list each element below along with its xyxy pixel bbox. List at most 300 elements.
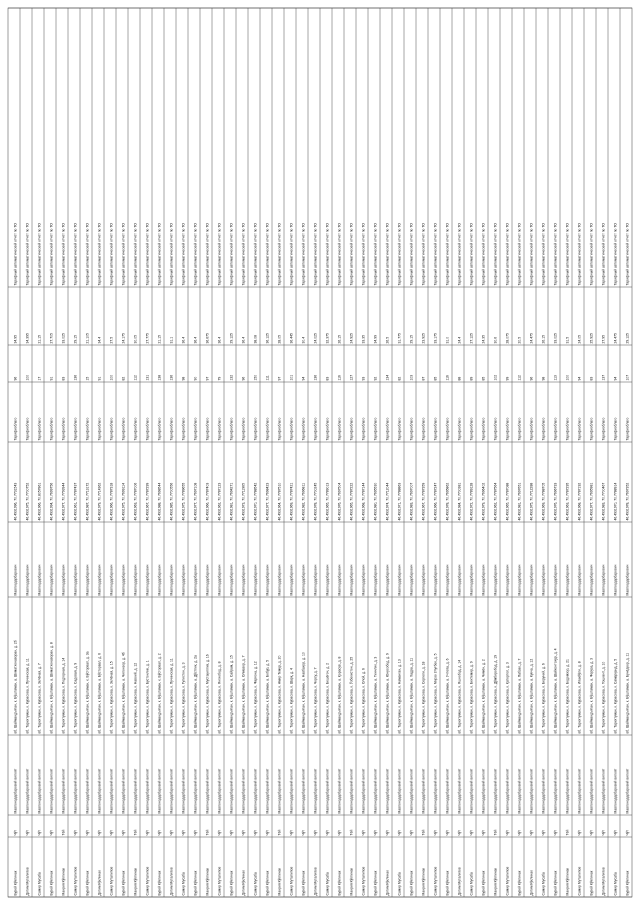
table-cell: 36.445 [289,333,294,344]
table-cell: Бурей Кўклинак [481,870,486,896]
table-cell: Чўт [13,829,18,836]
table-cell: Чўт [505,829,510,836]
table-cell: Тарифиоблаго [169,417,174,441]
table-cell: 136 [169,374,174,381]
table-cell: Чўт [37,829,42,836]
table-cell: 150 [253,374,258,381]
table-cell: 29.15 [73,335,78,344]
table-cell: Самир Мусаба [397,872,402,896]
table-cell: Мавлоодарбарович [625,564,630,596]
table-cell: 46.4931966, 70.7787318 [109,482,114,521]
table-cell: 46.4931977, 70.7698423 [265,482,270,521]
table-cell: Бурей Кўклинак [157,870,162,896]
table-cell: 46.4931985, 70.7700556 [169,482,174,521]
table-cell: Бурей Кўклинак [229,870,234,896]
table-cell: Мавлонодарбаровий вилоят [289,768,294,814]
table-cell: Тарифный автоматический отчёт по ТО [85,223,90,286]
table-cell: вб. Шаймандъяган, к. Бўштаман, а. Бобур, д. 5 [265,659,270,734]
table-row [578,223,582,896]
table-cell: Чўт [469,829,474,836]
table-cell: Мавлоодарбарович [289,564,294,596]
table-cell: вб. Тарихтуман, к. Курасова, к. Бустонлик, д. 1 [145,660,150,734]
table-cell: Тарифиоблаго [421,417,426,441]
table-cell: 38.08 [253,335,258,344]
table-cell: Чўт [157,829,162,836]
table-cell: Мавлонодарбаровий вилоят [553,768,558,814]
table-cell: Тарифный автоматический отчёт по ТО [145,223,150,286]
table-cell: Мавлонодарбаровий вилоят [565,768,570,814]
table-cell: Мавлоодарбарович [457,564,462,596]
table-cell: Чўт [325,829,330,836]
table-cell: Тарифный автоматический отчёт по ТО [109,223,114,286]
table-cell: Мавлонодарбаровий вилоят [313,768,318,814]
table-cell: Чўт [229,829,234,836]
table-cell: 46.4931979, 70.7714362 [97,482,102,521]
table-cell: Чўт [361,829,366,836]
table-row [326,223,330,896]
table-cell: 46.4931977, 70.7793944 [61,482,66,521]
table-cell: 87 [421,376,426,381]
table-cell: вб. Шаймандъяган, к. Бўштаман, а. Бўсторвал, д. 6 [97,652,102,734]
table-cell: Мавлонодарбаровий вилоят [37,768,42,814]
table-cell: Мавлоодарбарович [265,564,270,596]
table-cell: вб. Тарихтуман, к. Курасова, к. Ўзбекистон, д. 25 [349,656,354,734]
table-cell: Тарифный автоматический отчёт по ТО [601,223,606,286]
table-cell: 33.35 [361,335,366,344]
table-cell: 46.4931975, 70.7712288 [529,482,534,521]
table-cell: Самир Мусаба [325,872,330,896]
table-cell: 102 [493,374,498,381]
table-cell: Мавлонодарбаровий вилоят [73,768,78,814]
table-cell: Чўт [529,829,534,836]
table-cell: Мавлоодарбарович [73,564,78,596]
table-cell: 100 [109,374,114,381]
table-row [542,223,546,896]
table-cell: Тарифиоблаго [205,417,210,441]
table-cell: Мавлоодарбарович [589,564,594,596]
table-row [230,223,234,896]
table-cell: 46.4931962, 70.7787564 [493,482,498,521]
table-cell: 127 [349,374,354,381]
table-row [458,223,462,896]
table-cell: Тарифиоблаго [373,417,378,441]
table-cell: 36.125 [265,333,270,344]
table-cell: Тарифиоблаго [601,417,606,441]
table-cell: Тарифный автоматический отчёт по ТО [361,223,366,286]
table-cell: 26.15 [541,335,546,344]
table-cell: Тарифный автоматический отчёт по ТО [181,223,186,286]
table-cell: Мавлонодарбаровий вилоят [13,768,18,814]
table-cell: Тарифный автоматический отчёт по ТО [97,223,102,286]
table-cell: 46.4931972, 70.7789128 [469,482,474,521]
table-cell: Тарифиоблаго [277,417,282,441]
table-cell: Мавлоодарбарович [25,564,30,596]
table-cell: Мавлоодарбарович [385,564,390,596]
table-cell: 46.4931967, 70.7787299 [145,482,150,521]
table-cell: Мавлоодарбарович [469,564,474,596]
table-cell: Мавлонодарбаровий вилоят [337,768,342,814]
table-cell: Манрия Кўклинак [133,868,138,896]
table-cell: вб. Тарихтуман, к. Курасова, к. Лучинская, д. 11 [25,658,30,734]
table-row [338,223,342,896]
table-cell: Мавлонодарбаровий вилоят [61,768,66,814]
table-cell: 98 [181,376,186,381]
table-cell: Мавлоодарбарович [601,564,606,596]
table-cell: 46.4931980, 70.7695530 [373,482,378,521]
table-cell: 46.4931975, 70.7700752 [25,482,30,521]
table-cell: Мавлонодарбаровий вилоят [301,768,306,814]
table-cell: вб. Тарихтуман, к. Курасова, к. Яшнобод, д. 14 [457,659,462,734]
table-cell: Мавлоодарбарович [577,564,582,596]
table-cell: Мавлонодарбаровий вилоят [517,768,522,814]
table-cell: 46.4931961, 70.7787437 [73,482,78,521]
table-cell: 17 [37,376,42,381]
table-cell: Бурей Кўклинак [85,870,90,896]
table-cell: вб. Тарихтуман, к. Курасова, к. Сергели, д. 18 [421,661,426,734]
table-row [194,223,198,896]
table-cell: 93 [361,376,366,381]
table-cell: Тарифный автоматический отчёт по ТО [565,223,570,286]
table-cell: Мавлоодарбарович [313,564,318,596]
table-cell: Тарифный автоматический отчёт по ТО [385,223,390,286]
table-cell: Тарифиоблаго [397,417,402,441]
table-cell: Мавлоодарбарович [565,564,570,596]
table-cell: Мавлонодарбаровий вилоят [205,768,210,814]
table-cell: Мавлоодарбарович [217,564,222,596]
table-cell: Мавлоодарбарович [133,564,138,596]
table-cell: Тёй [277,829,282,836]
table-cell: 21.15 [37,335,42,344]
table-cell: Мавлоодарбарович [493,564,498,596]
table-cell: 46.4931981, 70.7694271 [229,482,234,521]
table-cell: 20.5 [517,336,522,344]
table-cell: 83 [589,376,594,381]
table-cell: Тарифный автоматический отчёт по ТО [133,223,138,286]
table-row [590,223,594,896]
table-cell: 85 [433,376,438,381]
table-cell: Тарифиоблаго [193,417,198,441]
table-cell: Чўт [301,829,306,836]
table-cell: 46.4931962, 70.7787123 [217,482,222,521]
table-cell: Тарифный автоматический отчёт по ТО [529,223,534,286]
table-cell: вб. Тарихтуман, к. Курасова, к. Қатортол, д. 3 [505,662,510,734]
table-cell: вб. Тарихтуман, к. Курасова, к. Дўмбиробод, д. 19 [493,655,498,734]
table-cell: 92 [373,376,378,381]
table-cell: Самир Муталипов [109,866,114,896]
table-cell: Чўт [73,829,78,836]
table-cell: Манрия Кўклинак [493,868,498,896]
table-grid [8,8,632,897]
table-cell: вб. Шаймандъяган, к. Бўштаман, а. Шоматхонаворан, д. 2б [13,640,18,734]
table-cell: Мавлонодарбаровий вилоят [85,768,90,814]
table-cell: вб. Тарихтуман, к. Курасова, к. Бектемир, д. 9 [469,661,474,734]
table-cell: 46.4931969, 70.7787421 [289,482,294,521]
table-cell: Мавлонодарбаровий вилоят [253,768,258,814]
table-cell: 46.4931965, 70.7789013 [325,482,330,521]
table-cell: вб. Шаймандъяган, к. Бўштаман, а. Дўстлик, д. 2а [193,655,198,734]
table-row [422,223,426,896]
table-cell: 46.4931967, 70.7787359 [421,482,426,521]
table-cell: Тарифный автоматический отчёт по ТО [541,223,546,286]
table-cell: 98 [541,376,546,381]
table-cell: Тарифный автоматический отчёт по ТО [553,223,558,286]
table-cell: вб. Шаймандъяган, к. Бўштаман, а. Сайрам, д. 15 [229,655,234,734]
table-cell: Тарифный автоматический отчёт по ТО [37,223,42,286]
table-cell: Тарифный автоматический отчёт по ТО [217,223,222,286]
table-cell: Чўт [385,829,390,836]
table-cell: Чўт [409,829,414,836]
table-cell: 29.125 [625,333,630,344]
table-cell: вб. Тарихтуман, к. Курасова, к. Шарқ, д. 4 [289,668,294,734]
table-cell: вб. Шаймандъяган, к. Бўштаман, а. Шоматхонаворан, д. 8 [49,642,54,734]
table-cell: 46.4931973, 70.7711965 [241,483,246,521]
table-cell: Мавлонодарбаровий вилоят [49,768,54,814]
table-cell: 21.105 [85,333,90,344]
table-cell: Чўт [625,829,630,836]
table-cell: 116 [445,375,450,381]
table-cell: Мавлоодарбарович [229,564,234,596]
table-cell: Тарифиоблаго [349,417,354,441]
table-cell: вб. Тарихтуман, к. Курасова, к. Подгорная, д. 14 [61,657,66,734]
table-cell: Тарифный автоматический отчёт по ТО [373,223,378,286]
table-cell: Мавлоодарбарович [61,564,66,596]
table-cell: 91 [49,376,54,381]
table-cell: Манрия Кўклинак [565,868,570,896]
table-cell: Бурей Кўклинак [625,870,630,896]
table-cell: Мавлонодарбаровий вилоят [349,768,354,814]
table-cell: Чўт [169,829,174,836]
table-cell: вб. Шаймандъяган, к. Бўштаман, а. Учтепа, д. 6 [445,658,450,734]
table-cell: Самир Мусаба [181,872,186,896]
table-cell: Мавлонодарбаровий вилоят [469,768,474,814]
table-cell: Тарифный автоматический отчёт по ТО [625,223,630,286]
table-cell: 46.4931966, 70.7787403 [205,482,210,521]
table-cell: Чўт [253,829,258,836]
table-cell: 46.4931979, 70.7696402 [481,482,486,521]
table-cell: Мавлоодарбарович [13,564,18,596]
table-cell: Мавлоодарбарович [445,564,450,596]
table-cell: Тарифный автоматический отчёт по ТО [421,223,426,286]
table-cell: 46.4931968, 70.7787144 [361,482,366,521]
table-cell: Чўт [517,829,522,836]
table-cell: Мавлонодарбаровий вилоят [493,768,498,814]
table-cell: 94 [577,376,582,381]
table-cell: 36.675 [205,333,210,344]
table-cell: Чўт [373,829,378,836]
table-cell: Тарифный автоматический отчёт по ТО [265,223,270,286]
table-cell: Самир Муталипов [73,866,78,896]
table-cell: 46.4931982, 70.7696811 [301,483,306,521]
table-cell: Мавлоодарбарович [277,564,282,596]
table-cell: Мавлонодарбаровий вилоят [397,768,402,814]
table-cell: Тарифиоблаго [289,417,294,441]
table-cell: Чўт [577,829,582,836]
table-cell: Мавлонодарбаровий вилоят [193,768,198,814]
table-cell: 46.4931974, 70.7712044 [385,482,390,521]
table-cell: Самир Мусаба [37,872,42,896]
table-row [602,223,606,896]
table-cell: вб. Тарихтуман, к. Курасова, к. Янгиобод, д. 8 [217,661,222,734]
table-cell: Дотим Кўклинак [529,870,534,896]
table-cell: Чўт [337,829,342,836]
table-cell: вб. Шаймандъяган, к. Бўштаман, а. Шайхонтоҳур, д. 4 [553,648,558,734]
table-cell: 136 [313,374,318,381]
table-cell: вб. Шаймандъяган, к. Бўштаман, а. Қорасув, д. 8 [337,656,342,734]
table-cell: 107 [625,374,630,381]
table-cell: Тарифиоблаго [433,417,438,441]
table-cell: Мавлонодарбаровий вилоят [25,768,30,814]
table-cell: Чўт [121,829,126,836]
table-cell: Чўт [265,829,270,836]
table-cell: 24.475 [529,333,534,344]
table-row [302,223,306,896]
table-cell: Бурей Кўклинак [409,870,414,896]
table-cell: Чўт [97,829,102,836]
table-cell: 30.05 [133,335,138,344]
table-cell: Чўт [589,829,594,836]
table-cell: 27.5 [109,336,114,344]
table-cell: 46.4931988, 70.7698544 [157,482,162,521]
table-cell: 83 [325,376,330,381]
table-cell: 137 [601,374,606,381]
table-cell: Тарифиоблаго [589,417,594,441]
table-row [14,223,18,896]
table-cell: Мавлоодарбарович [325,564,330,596]
table-cell: 132 [229,374,234,381]
table-cell: 46.4931975, 70.7789655 [181,482,186,521]
table-cell: Мавлоодарбарович [121,564,126,596]
table-cell: 131 [145,374,150,381]
table-cell: Мавлонодарбаровий вилоят [361,768,366,814]
table-cell: Тарифный автоматический отчёт по ТО [457,223,462,286]
table-cell: Чўт [445,829,450,836]
table-cell: вб. Тарихтуман, к. Курасова, к. Навоий, д. 12 [133,662,138,734]
table-cell: Бурей Кўклинак [193,870,198,896]
table-cell: Мавлоодарбарович [505,564,510,596]
table-cell: Манрия Кўклинак [349,868,354,896]
table-cell: 100 [565,374,570,381]
table-row [62,223,66,896]
table-cell: Дотим Муталипов [25,867,30,896]
table-cell: Чўт [613,829,618,836]
table-row [110,223,114,896]
table-cell: Тёй [61,829,66,836]
table-row [350,223,354,896]
table-cell: Тарифный автоматический отчёт по ТО [409,223,414,286]
table-cell: 29.125 [229,333,234,344]
table-cell: Чўт [541,829,546,836]
table-cell: Тарифиоблаго [13,417,18,441]
table-cell: 46.4931969, 70.7788705 [541,482,546,521]
table-cell: Мавлоодарбарович [97,564,102,596]
table-cell: Тарифный автоматический отчёт по ТО [505,223,510,286]
table-row [170,223,174,896]
table-cell: 96 [529,376,534,381]
table-row [218,223,222,896]
table-cell: вб. Шаймандъяган, к. Бўштаман, а. Олмазор, д. 7 [241,655,246,734]
table-cell: Тарифиоблаго [613,417,618,441]
table-cell: Тарифиоблаго [145,417,150,441]
table-cell: Самир Муталипов [505,866,510,896]
table-cell: 24.4 [457,336,462,344]
table-cell: Тарифиоблаго [361,417,366,441]
table-cell: Манрия Кўклинак [421,868,426,896]
table-cell: вб. Тарихтуман, к. Курасова, к. Беруний, д. 6 [541,663,546,734]
table-cell: 46.4931965, 70.7787088 [505,482,510,521]
table-cell: Бурей Кўклинак [553,870,558,896]
table-cell: 46.4931994, 70.7699756 [49,482,54,521]
table-cell: 34.95 [13,335,18,344]
table-cell: Тарифный автоматический отчёт по ТО [277,223,282,286]
table-cell: Чўт [181,829,186,836]
table-cell: Мавлонодарбаровий вилоят [145,768,150,814]
table-cell: 27.705 [49,333,54,344]
table-row [74,223,78,896]
table-row [158,223,162,896]
table-cell: Тарифный автоматический отчёт по ТО [517,223,522,286]
table-cell: Тарифный автоматический отчёт по ТО [157,223,162,286]
table-cell: 36.4 [241,336,246,344]
table-cell: Тарифный автоматический отчёт по ТО [481,223,486,286]
table-cell: Чўт [109,829,114,836]
table-cell: 33.025 [61,333,66,344]
table-cell: вб. Шаймандъяган, к. Бўштаман, к. Бўсторвал, д. 3а [85,651,90,734]
table-cell: Тарифиоблаго [61,417,66,441]
table-cell: Тарифный автоматический отчёт по ТО [613,223,618,286]
table-cell: Мавлонодарбаровий вилоят [109,768,114,814]
table-cell: Тарифиоблаго [517,417,522,441]
table-cell: Тарифиоблаго [325,417,330,441]
table-cell: Дотим Кўклинак [385,870,390,896]
table-cell: вб. Тарихтуман, к. Курасова, к. Фарғона, д. 12 [253,661,258,734]
table-cell: Чўт [289,829,294,836]
table-row [530,223,534,896]
table-cell: 134 [385,374,390,381]
table-cell: Тарифиоблаго [313,417,318,441]
table-cell: Мавлонодарбаровий вилоят [457,768,462,814]
table-cell: Мавлоодарбарович [373,564,378,596]
table-cell: 46.4931970, 70.7788542 [253,482,258,521]
table-cell: 46.4931978, 70.7695862 [445,482,450,521]
table-cell: вб. Тарихтуман, к. Курасова, к. Амир Темур, д. 20 [277,655,282,734]
table-row [86,223,90,896]
table-row [146,223,150,896]
table-cell: 46.4931984, 70.7700381 [457,482,462,521]
table-row [434,223,438,896]
table-cell: 46.4931978, 70.7697352 [625,482,630,521]
table-cell: Тарифиоблаго [481,417,486,441]
table-cell: Бурей Кўклинак [121,870,126,896]
table-cell: Тарифный автоматический отчёт по ТО [253,223,258,286]
table-cell: Самир Мусаба [541,872,546,896]
table-cell: Мавлонодарбаровий вилоят [157,768,162,814]
table-cell: вб. Тарихтуман, к. Курасова, к. Зелёная, д. 7 [37,663,42,734]
table-cell: Мавлоодарбарович [181,564,186,596]
table-cell: Мавлонодарбаровий вилоят [601,768,606,814]
table-cell: Тарифиоблаго [565,417,570,441]
table-cell: Мавлонодарбаровий вилоят [421,768,426,814]
table-cell: Тарифный автоматический отчёт по ТО [229,223,234,286]
table-cell: Тарифный автоматический отчёт по ТО [121,223,126,286]
table-cell: 27.95 [601,335,606,344]
table-cell: Мавлоодарбарович [109,564,114,596]
table-cell: 83 [61,376,66,381]
table-cell: 112 [133,375,138,381]
table-cell: Тарифный автоматический отчёт по ТО [13,223,18,286]
table-cell: Тарифиоблаго [73,417,78,441]
table-cell: 46.4931978, 70.7700245 [313,482,318,521]
table-row [470,223,474,896]
